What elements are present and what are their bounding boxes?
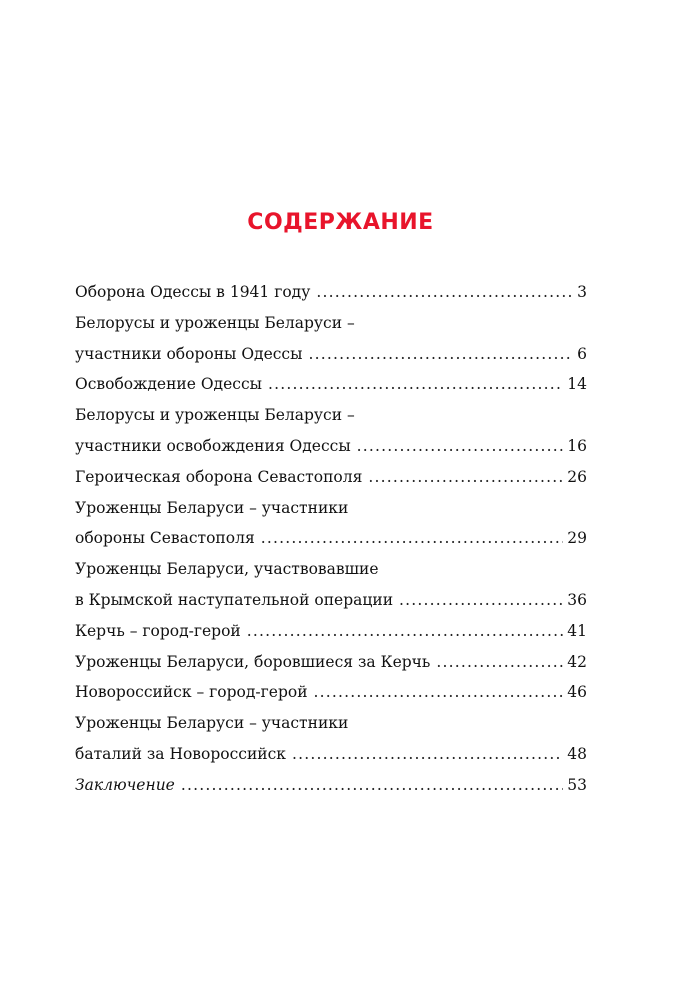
dot-leader	[314, 677, 564, 708]
toc-entry-title: участники освобождения Одессы	[75, 436, 351, 455]
toc-entry-line	[75, 708, 587, 739]
toc-entry-title: баталий за Новороссийск	[75, 744, 286, 763]
toc-entry-line	[75, 647, 587, 678]
dot-leader	[399, 585, 563, 616]
table-of-contents	[75, 277, 587, 801]
toc-entry	[75, 400, 587, 462]
toc-entry-title: Новороссийск – город-герой	[75, 683, 308, 702]
toc-entry-line	[75, 554, 587, 585]
toc-entry	[75, 677, 587, 708]
toc-entry	[75, 369, 587, 400]
dot-leader	[357, 431, 564, 462]
toc-entry-line	[75, 400, 587, 431]
toc-page-number: 16	[567, 436, 587, 455]
toc-entry	[75, 493, 587, 555]
toc-page-number: 46	[567, 683, 587, 702]
toc-entry-title: Уроженцы Беларуси – участники	[75, 714, 349, 733]
toc-entry-title: Уроженцы Беларуси – участники	[75, 498, 349, 517]
toc-page-number: 41	[567, 621, 587, 640]
toc-entry-title: участники обороны Одессы	[75, 344, 303, 363]
dot-leader	[292, 739, 563, 770]
toc-page-number: 53	[567, 775, 587, 794]
toc-entry-line	[75, 523, 587, 554]
toc-entry-line	[75, 369, 587, 400]
toc-entry-line	[75, 493, 587, 524]
toc-entry-title: в Крымской наступательной операции	[75, 590, 394, 609]
toc-page-number: 29	[567, 529, 587, 548]
toc-entry-line	[75, 308, 587, 339]
dot-leader	[316, 277, 573, 308]
toc-entry-line	[75, 616, 587, 647]
dot-leader	[268, 369, 563, 400]
toc-entry-title: Уроженцы Беларуси, боровшиеся за Керчь	[75, 652, 431, 671]
toc-entry-line	[75, 462, 587, 493]
toc-entry-title: Освобождение Одессы	[75, 375, 262, 394]
toc-page-number: 3	[577, 283, 587, 301]
toc-page-number: 6	[577, 344, 587, 363]
toc-entry-line	[75, 677, 587, 708]
toc-entry	[75, 462, 587, 493]
toc-page-number: 26	[567, 467, 587, 486]
dot-leader	[308, 339, 573, 370]
toc-entry-line	[75, 431, 587, 462]
dot-leader	[436, 647, 563, 678]
dot-leader	[247, 616, 564, 647]
toc-entry-title: Уроженцы Беларуси, участвовавшие	[75, 560, 379, 579]
toc-entry	[75, 708, 587, 770]
toc-entry	[75, 277, 587, 308]
toc-entry-line	[75, 770, 587, 801]
toc-entry-title: Оборона Одессы в 1941 году	[75, 283, 311, 301]
toc-entry-title: Керчь – город-герой	[75, 621, 241, 640]
dot-leader	[368, 462, 563, 493]
page-title: СОДЕРЖАНИЕ	[247, 210, 434, 235]
toc-entry	[75, 647, 587, 678]
toc-page-number: 36	[567, 590, 587, 609]
toc-entry-line	[75, 277, 587, 308]
toc-entry-title: Белорусы и уроженцы Беларуси –	[75, 313, 355, 332]
toc-entry-title: обороны Севастополя	[75, 529, 255, 548]
toc-entry-title: Белорусы и уроженцы Беларуси –	[75, 406, 355, 425]
toc-entry-line	[75, 585, 587, 616]
toc-entry	[75, 770, 587, 801]
toc-entry	[75, 554, 587, 616]
toc-entry-line	[75, 739, 587, 770]
toc-entry-title: Героическая оборона Севастополя	[75, 467, 363, 486]
toc-page-number: 48	[567, 744, 587, 763]
dot-leader	[261, 523, 564, 554]
toc-page-number: 14	[567, 375, 587, 394]
toc-page-number: 42	[567, 652, 587, 671]
toc-entry	[75, 616, 587, 647]
toc-entry-title: Заключение	[75, 775, 175, 794]
toc-entry-line	[75, 339, 587, 370]
dot-leader	[181, 770, 563, 801]
toc-entry	[75, 308, 587, 370]
